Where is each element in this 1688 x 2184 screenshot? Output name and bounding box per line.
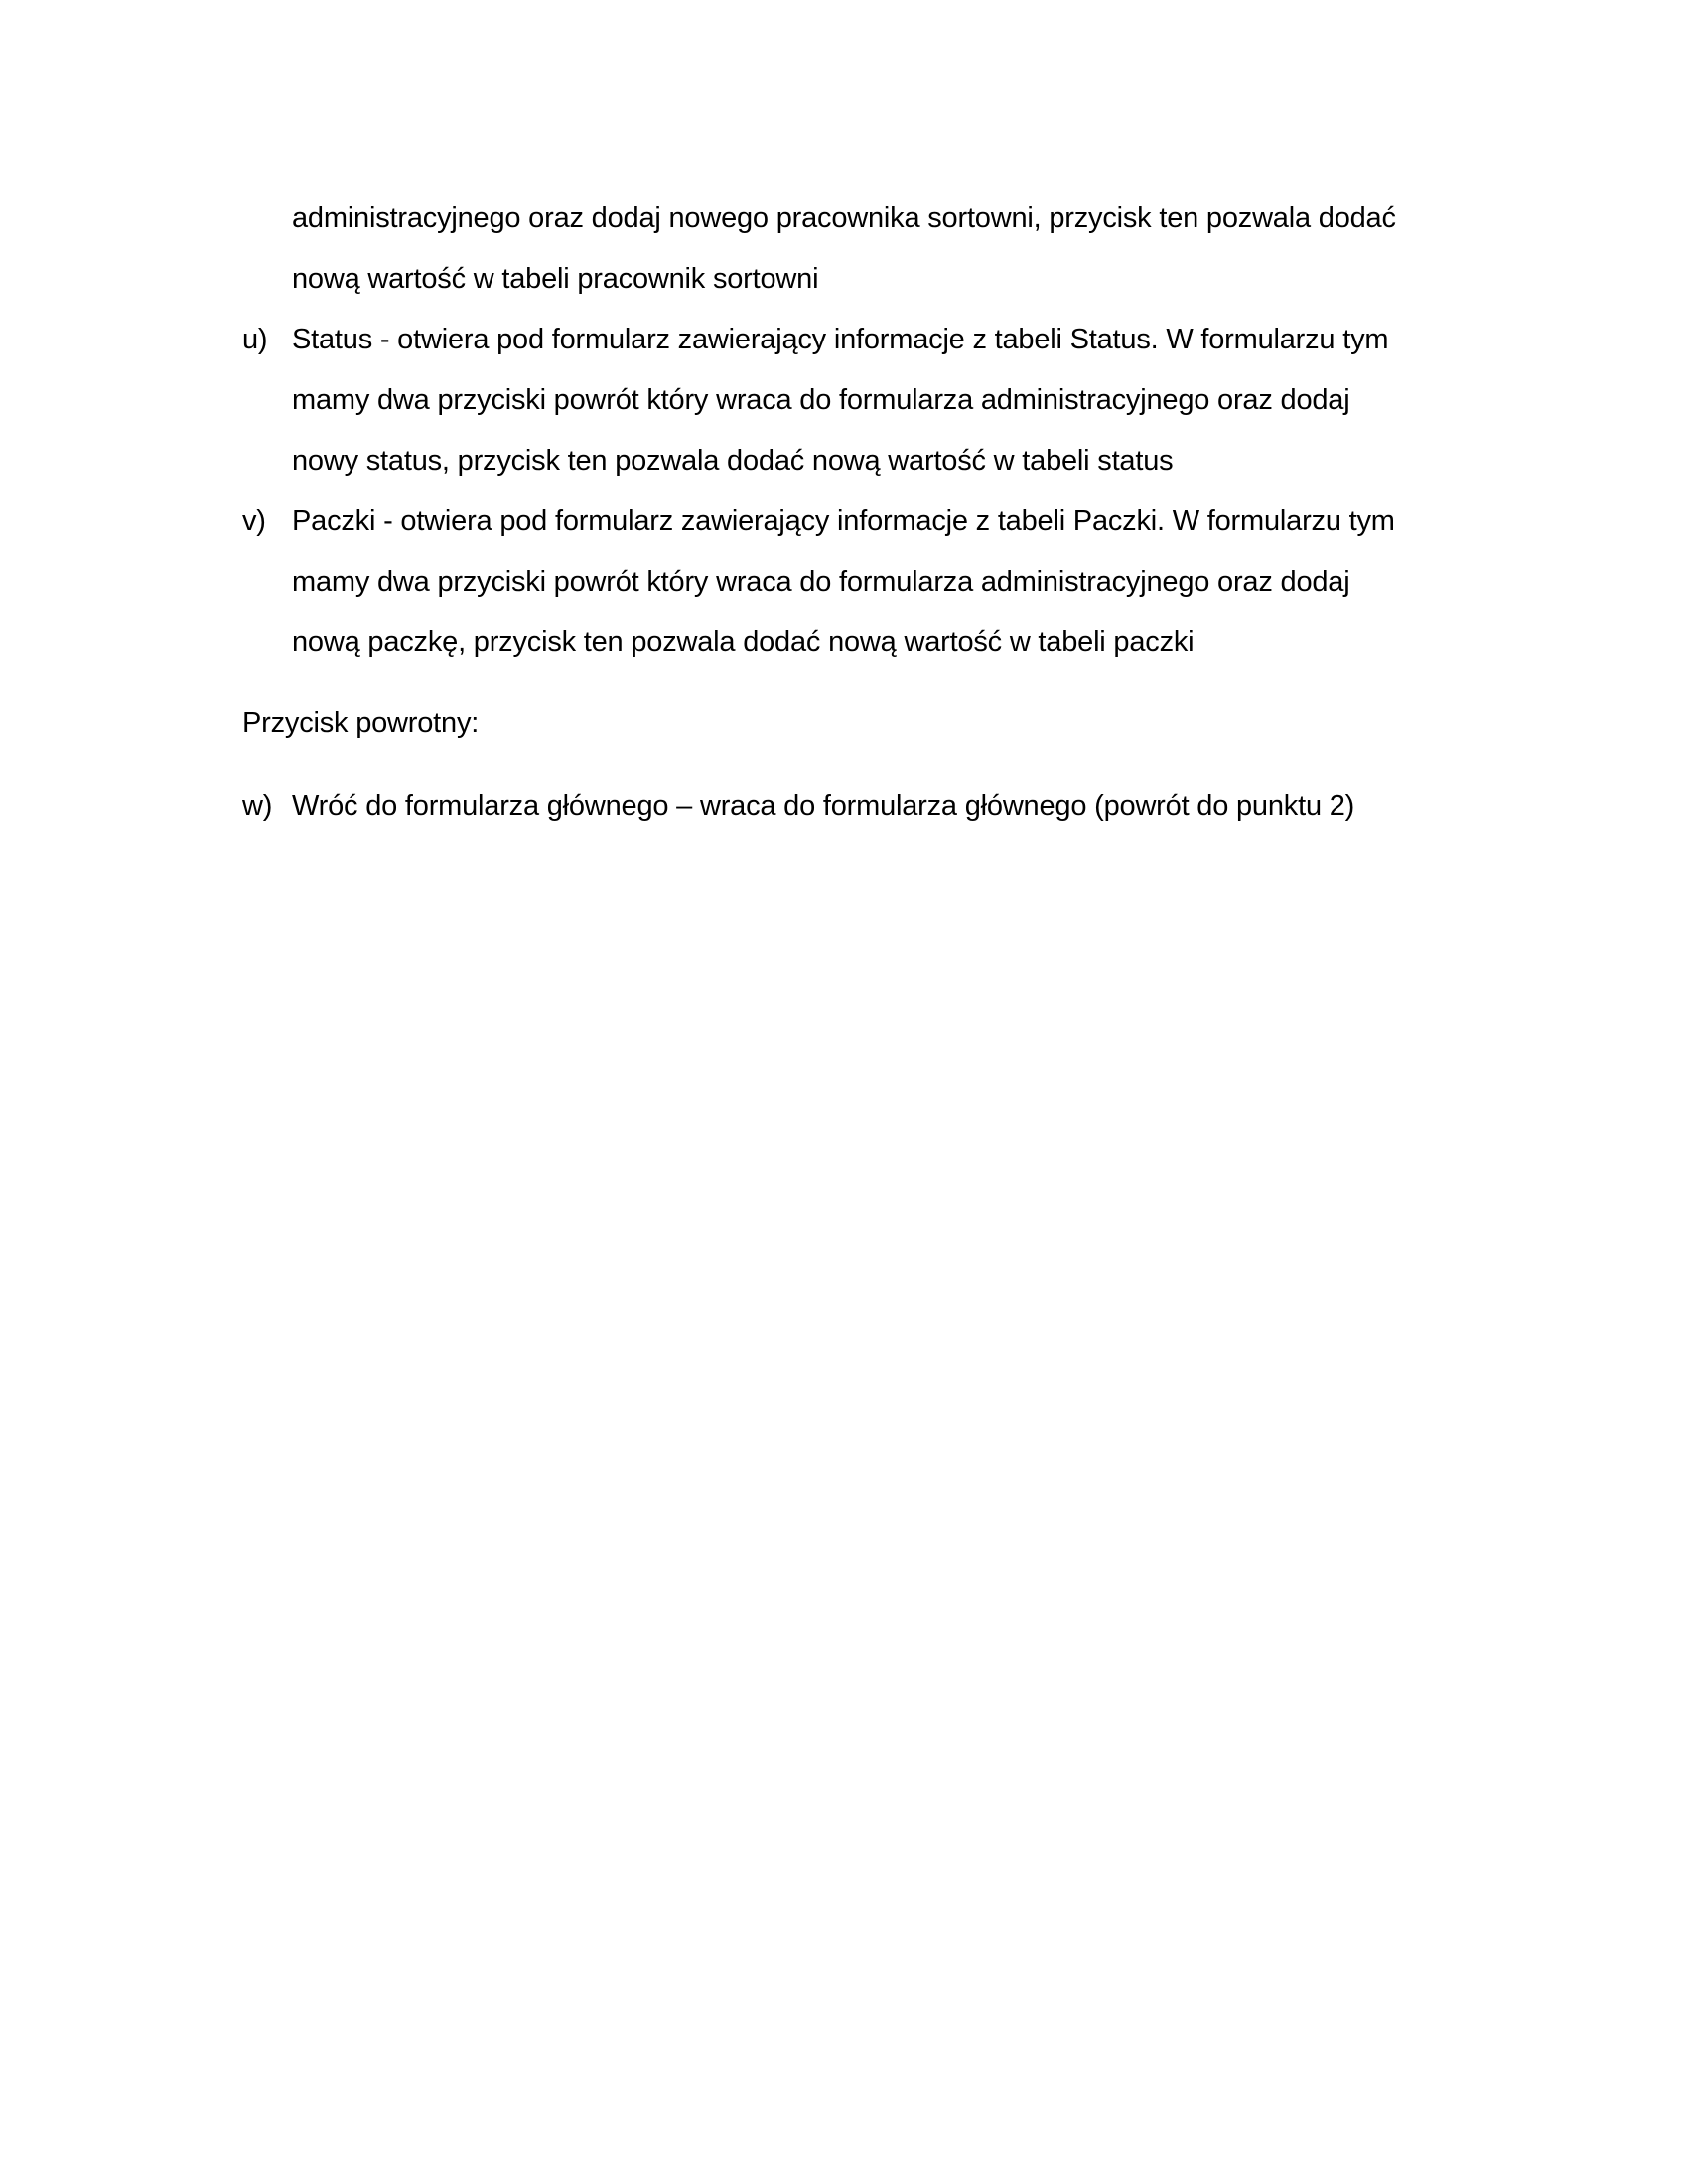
document-body (242, 189, 1474, 837)
list-marker: w) (242, 790, 273, 822)
list-item-paczki (242, 491, 1474, 673)
list-item-back (242, 776, 1474, 837)
list-marker: v) (242, 505, 266, 537)
section-heading: Przycisk powrotny: (242, 707, 480, 739)
text-line: administracyjnego oraz dodaj nowego pracownika sortowni, przycisk ten pozwala dodać (292, 203, 1396, 234)
text-line: nowy status, przycisk ten pozwala dodać nową wartość w tabeli status (292, 445, 1174, 477)
text-line: Paczki - otwiera pod formularz zawierający informacje z tabeli Paczki. W formularzu tym (292, 505, 1395, 537)
text-line: mamy dwa przyciski powrót który wraca do formularza administracyjnego oraz dodaj (292, 566, 1350, 598)
continued-list-item (242, 189, 1474, 310)
text-line: Status - otwiera pod formularz zawierający informacje z tabeli Status. W formularzu tym (292, 324, 1389, 355)
list-item-text (242, 310, 1474, 491)
list-item-text (242, 491, 1474, 673)
list-marker: u) (242, 324, 268, 355)
text-line: nową wartość w tabeli pracownik sortowni (292, 263, 819, 295)
list-item-text (242, 776, 1474, 837)
text-line: Wróć do formularza głównego – wraca do formularza głównego (powrót do punktu 2) (292, 790, 1355, 822)
text-line: mamy dwa przyciski powrót który wraca do formularza administracyjnego oraz dodaj (292, 384, 1350, 416)
list-item-status (242, 310, 1474, 491)
text-line: nową paczkę, przycisk ten pozwala dodać nową wartość w tabeli paczki (292, 626, 1195, 658)
